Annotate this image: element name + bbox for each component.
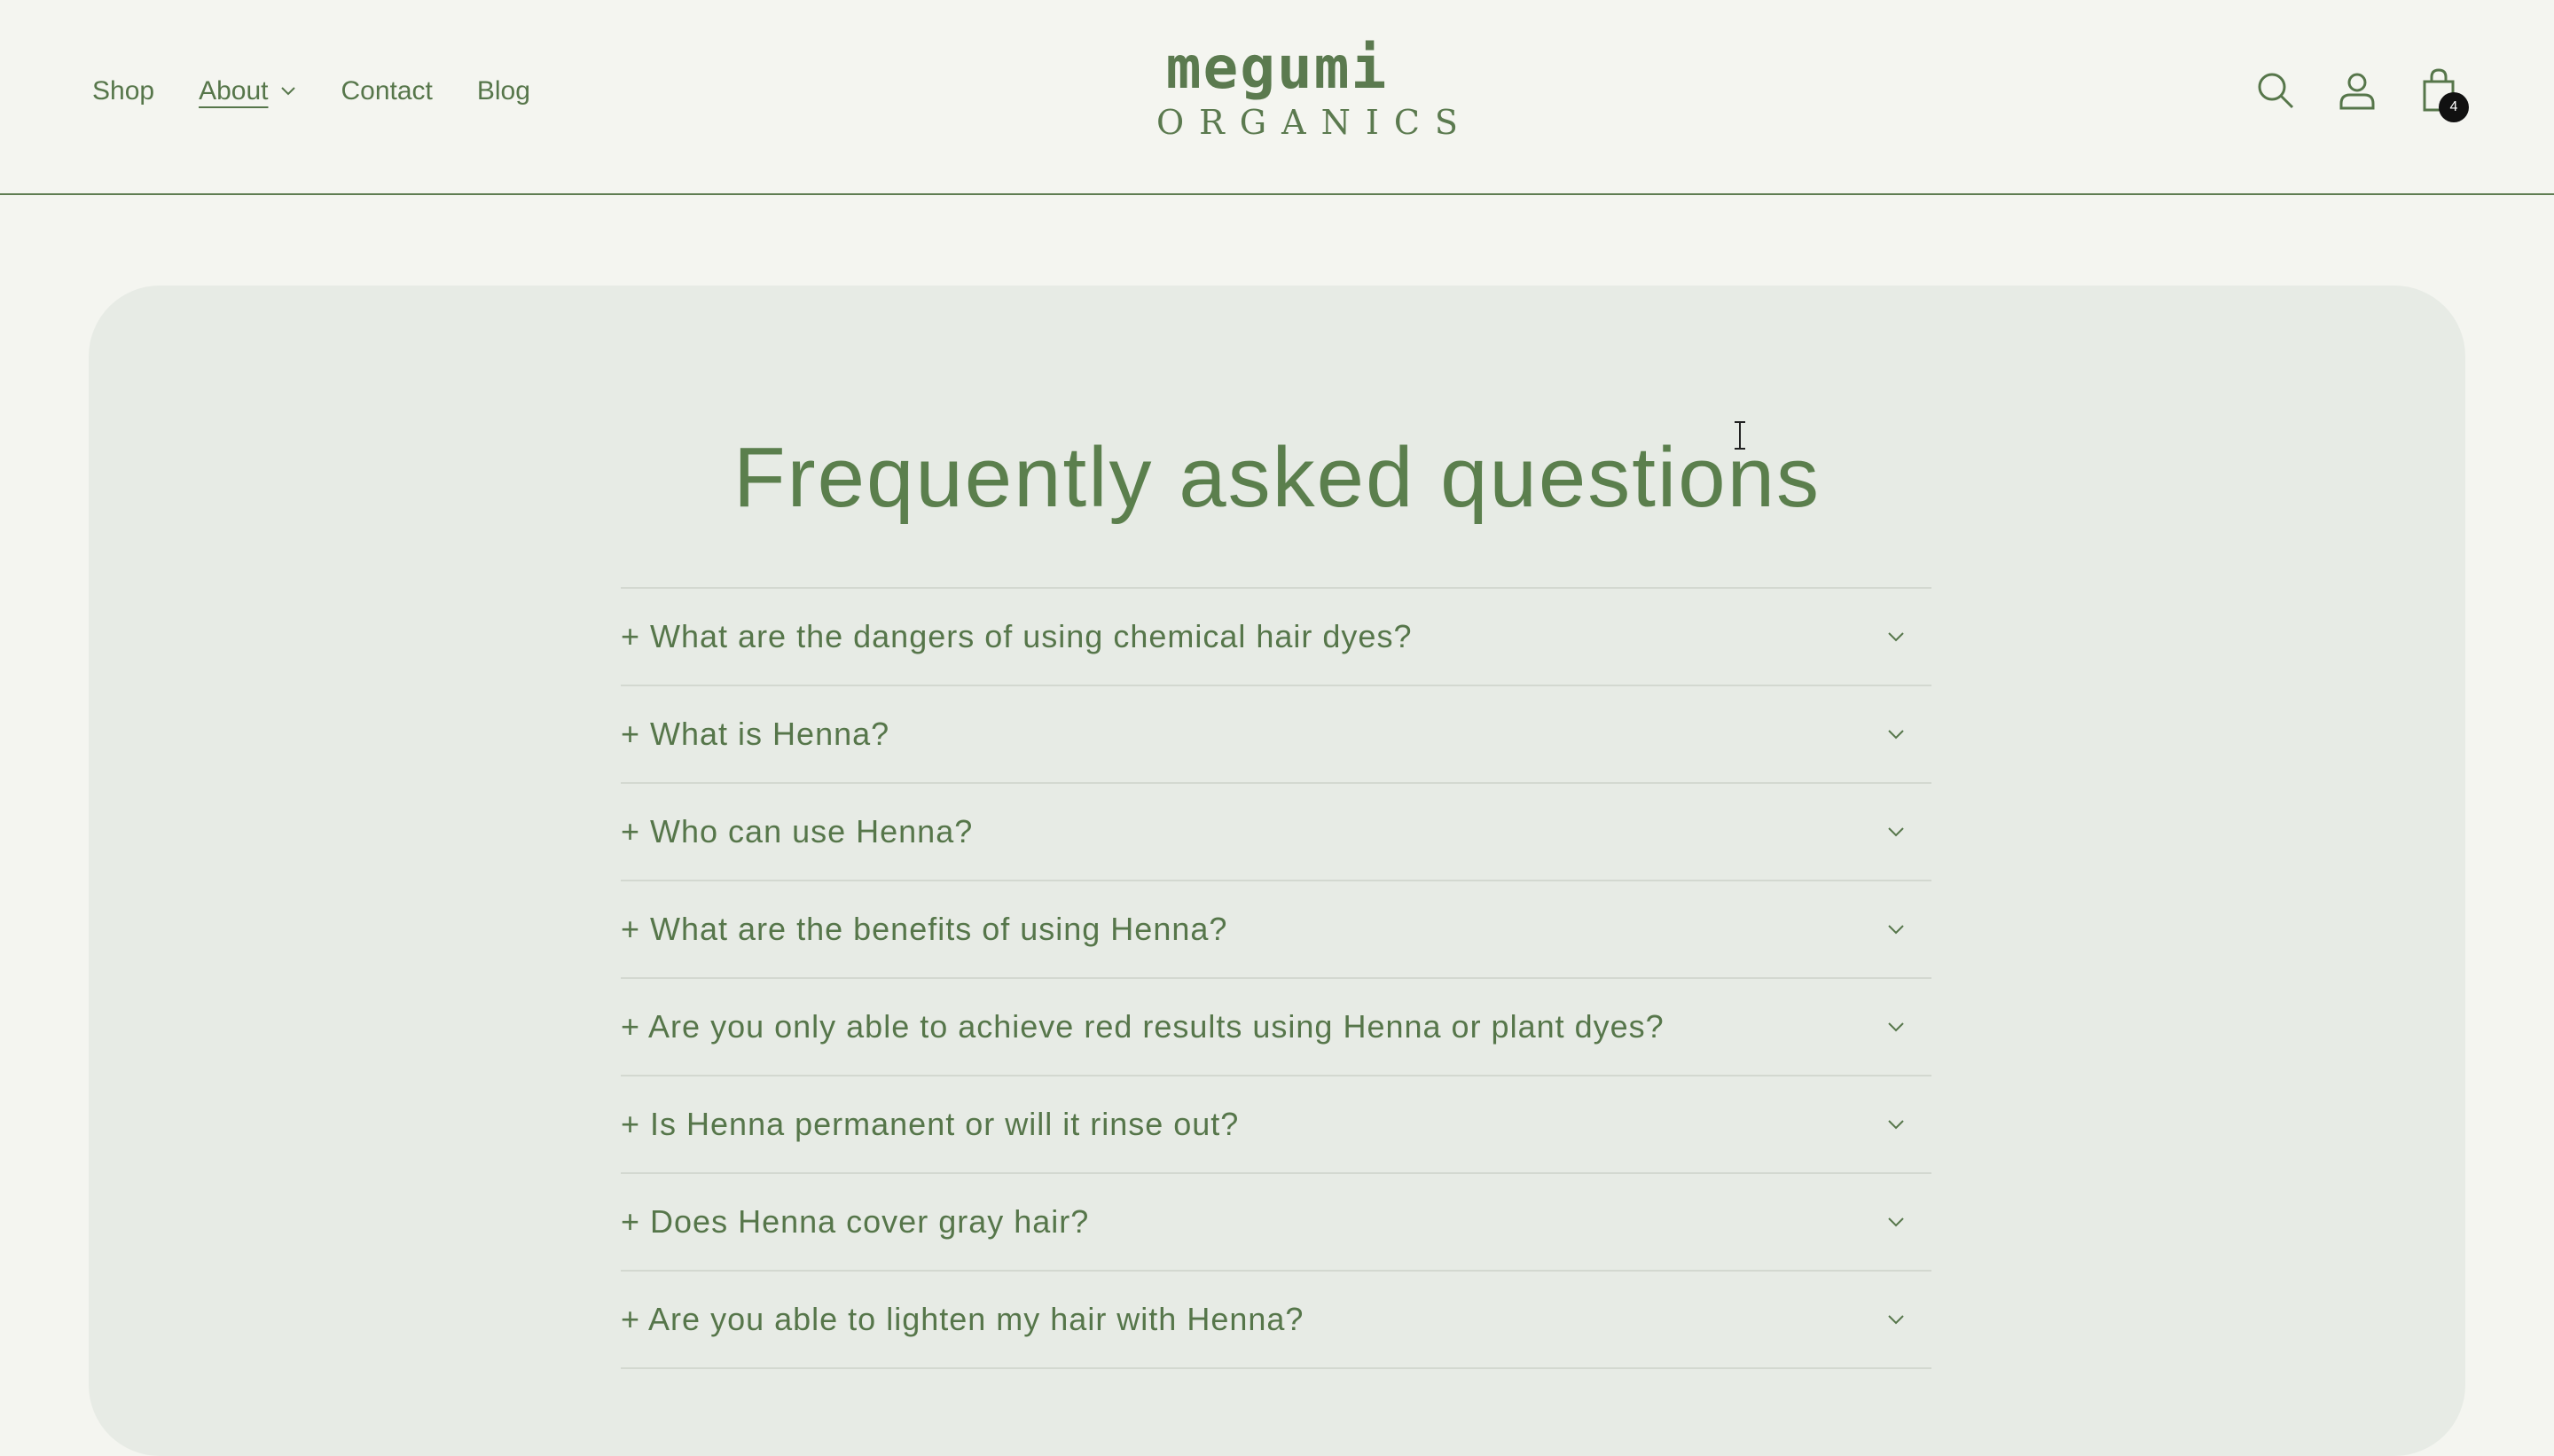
faq-item[interactable] [621, 1272, 1931, 1369]
faq-item[interactable] [621, 979, 1931, 1076]
main-nav [92, 76, 575, 106]
chevron-down-icon [1887, 1314, 1905, 1325]
chevron-down-icon [1887, 631, 1905, 642]
chevron-down-icon [1887, 1119, 1905, 1130]
faq-question: + What is Henna? [621, 716, 890, 752]
nav-blog[interactable] [477, 76, 530, 106]
header-icons [2252, 67, 2497, 114]
site-header [0, 0, 2554, 195]
chevron-down-icon [1887, 729, 1905, 740]
search-button[interactable] [2252, 67, 2299, 114]
faq-question: + What are the dangers of using chemical hair dyes? [621, 618, 1413, 654]
nav-shop[interactable] [92, 76, 154, 106]
cart-count-badge: 4 [2439, 92, 2469, 122]
faq-item[interactable] [621, 784, 1931, 881]
faq-question: + Who can use Henna? [621, 813, 974, 849]
faq-question: + Are you able to lighten my hair with Henna? [621, 1301, 1304, 1337]
nav-blog-label: Blog [476, 76, 530, 106]
faq-question: + Are you only able to achieve red results using Henna or plant dyes? [621, 1008, 1665, 1045]
chevron-down-icon [1887, 924, 1905, 935]
text-cursor-icon [1733, 420, 1747, 450]
faq-question: + Is Henna permanent or will it rinse out? [621, 1106, 1240, 1142]
faq-item[interactable] [621, 1174, 1931, 1272]
faq-item[interactable] [621, 686, 1931, 784]
faq-item[interactable] [621, 589, 1931, 686]
chevron-down-icon [1887, 1022, 1905, 1032]
chevron-down-icon [1887, 826, 1905, 837]
cart-button[interactable] [2416, 67, 2462, 114]
faq-question: + Does Henna cover gray hair? [621, 1203, 1090, 1240]
account-icon [2337, 70, 2378, 111]
chevron-down-icon [280, 86, 296, 97]
account-button[interactable] [2334, 67, 2380, 114]
faq-item[interactable] [621, 1076, 1931, 1174]
search-icon [2255, 70, 2296, 111]
nav-about-label: About [199, 76, 269, 106]
nav-contact-label: Contact [341, 76, 433, 106]
nav-shop-label: Shop [92, 76, 155, 106]
faq-list [621, 587, 1931, 1369]
faq-question: + What are the benefits of using Henna? [621, 911, 1228, 947]
logo-subtitle: ORGANICS [1156, 103, 1473, 142]
logo-wordmark: megumi [1165, 34, 1389, 102]
nav-contact[interactable] [341, 76, 432, 106]
site-logo[interactable] [1144, 34, 1473, 142]
page-title: Frequently asked questions [733, 430, 1821, 525]
nav-about[interactable] [199, 76, 296, 106]
faq-item[interactable] [621, 881, 1931, 979]
chevron-down-icon [1887, 1217, 1905, 1227]
